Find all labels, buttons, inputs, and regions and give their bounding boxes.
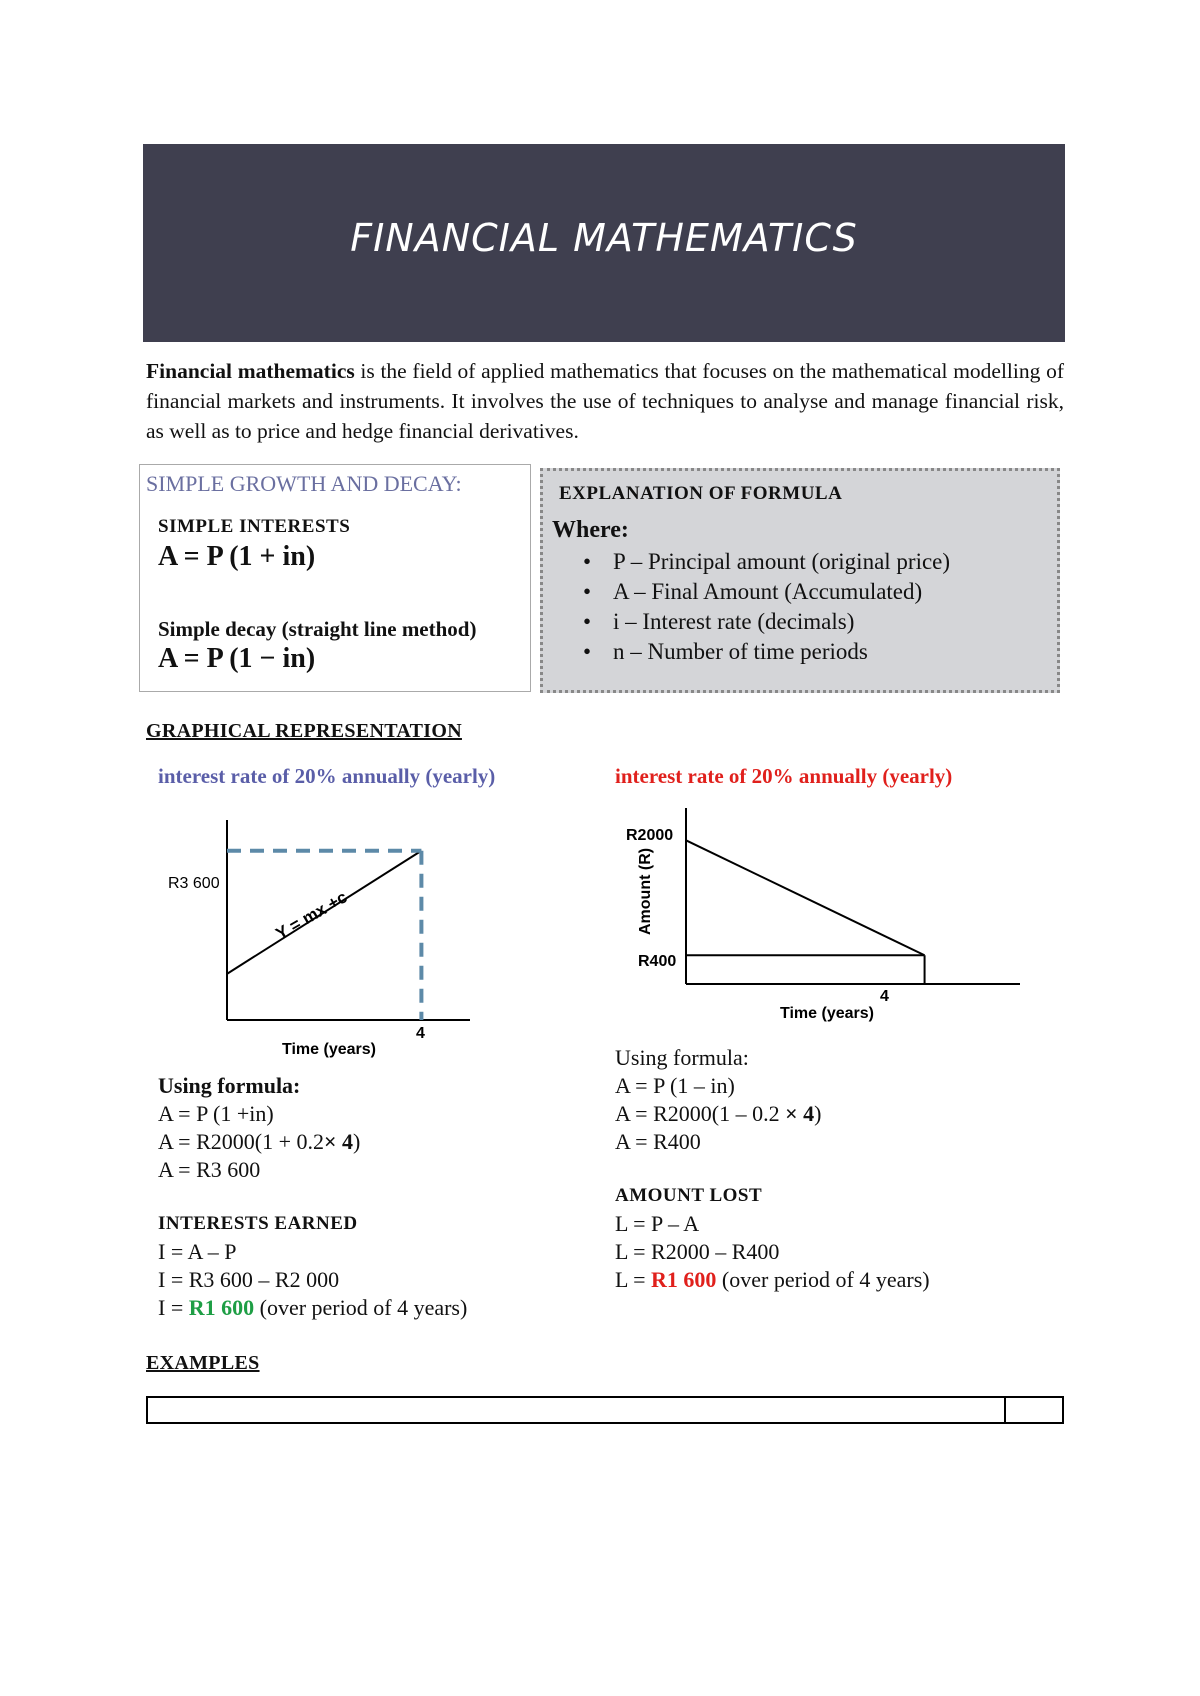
- calc-part: A = R2000(1 – 0.2: [615, 1101, 786, 1126]
- calc-part: I =: [158, 1295, 189, 1320]
- calc-line: [158, 1128, 467, 1156]
- interests-earned-title: INTERESTS EARNED: [158, 1213, 358, 1234]
- calc-line: L = P – A: [615, 1211, 700, 1236]
- calc-part: ): [814, 1101, 822, 1126]
- y-tick-r2000: R2000: [626, 827, 674, 844]
- calc-part: (over period of 4 years): [254, 1295, 468, 1320]
- calc-part: L =: [615, 1267, 652, 1292]
- formula-title: Using formula:: [615, 1045, 749, 1070]
- calc-line: [158, 1294, 467, 1322]
- table-divider: [1004, 1398, 1006, 1422]
- decay-chart: [620, 800, 1030, 1030]
- x-axis-title: Time (years): [282, 1041, 376, 1058]
- interest-label: SIMPLE INTERESTS: [158, 516, 351, 537]
- amount-lost-title: AMOUNT LOST: [615, 1185, 763, 1206]
- page-title: FINANCIAL MATHEMATICS: [350, 216, 858, 260]
- simple-growth-box: [139, 464, 531, 692]
- calc-line: A = R400: [615, 1129, 701, 1154]
- examples-table: [146, 1396, 1064, 1424]
- calc-line: I = R3 600 – R2 000: [158, 1267, 340, 1292]
- left-chart-subtitle: interest rate of 20% annually (yearly): [158, 764, 496, 788]
- line-equation: Y = mx +c: [272, 887, 351, 944]
- amount-lost-value: R1 600: [651, 1267, 717, 1292]
- calc-line: I = A – P: [158, 1239, 237, 1264]
- calc-line: A = R3 600: [158, 1157, 261, 1182]
- intro-lead: Financial mathematics: [146, 359, 355, 383]
- decay-formula: A = P (1 − in): [158, 643, 316, 674]
- where-label: Where:: [552, 517, 629, 543]
- times-sign: ×: [324, 1129, 337, 1154]
- calc-line: [615, 1266, 930, 1294]
- title-banner: [143, 144, 1065, 342]
- decay-label: Simple decay (straight line method): [158, 617, 477, 641]
- list-item: • P – Principal amount (original price): [543, 547, 1053, 577]
- growth-heading: SIMPLE GROWTH AND DECAY:: [146, 471, 462, 496]
- intro-paragraph: [146, 356, 1064, 446]
- calc-part: ): [353, 1129, 361, 1154]
- explanation-list: [543, 547, 1053, 667]
- x-axis-title: Time (years): [780, 1005, 874, 1022]
- formula-title: Using formula:: [158, 1073, 301, 1098]
- list-item: • i – Interest rate (decimals): [543, 607, 1053, 637]
- x-tick-label: 4: [416, 1025, 425, 1042]
- y-value-label: R3 600: [168, 875, 220, 892]
- list-item: • A – Final Amount (Accumulated): [543, 577, 1053, 607]
- x-tick-label: 4: [880, 988, 889, 1005]
- left-calculation: [158, 1072, 467, 1322]
- y-tick-r400: R400: [638, 953, 677, 970]
- n-value: 4: [803, 1101, 815, 1126]
- growth-chart: [150, 810, 490, 1060]
- decay-line: [686, 840, 925, 955]
- interest-formula: A = P (1 + in): [158, 541, 316, 572]
- times-sign: ×: [785, 1101, 798, 1126]
- graphical-heading: GRAPHICAL REPRESENTATION: [146, 720, 462, 742]
- calc-part: (over period of 4 years): [716, 1267, 930, 1292]
- calc-line: L = R2000 – R400: [615, 1239, 780, 1264]
- n-value: 4: [342, 1129, 354, 1154]
- intro-text: is the field of applied mathematics that focuses on the mathematical modelling of financial markets and instruments. It involves the use of techniques to analyse and manage financial risk, as well as to price and hedge financial derivatives.: [146, 359, 1064, 443]
- list-item: • n – Number of time periods: [543, 637, 1053, 667]
- calc-line: A = P (1 – in): [615, 1073, 735, 1098]
- examples-heading: EXAMPLES: [146, 1352, 260, 1374]
- right-chart-subtitle: interest rate of 20% annually (yearly): [615, 764, 953, 788]
- calc-line: [615, 1100, 930, 1128]
- calc-line: A = P (1 +in): [158, 1101, 274, 1126]
- explanation-heading: EXPLANATION OF FORMULA: [559, 483, 843, 504]
- calc-part: A = R2000(1 + 0.2: [158, 1129, 324, 1154]
- interest-earned-value: R1 600: [188, 1295, 255, 1320]
- right-calculation: [615, 1044, 930, 1294]
- explanation-box: [540, 468, 1060, 693]
- y-axis-title: Amount (R): [637, 847, 654, 935]
